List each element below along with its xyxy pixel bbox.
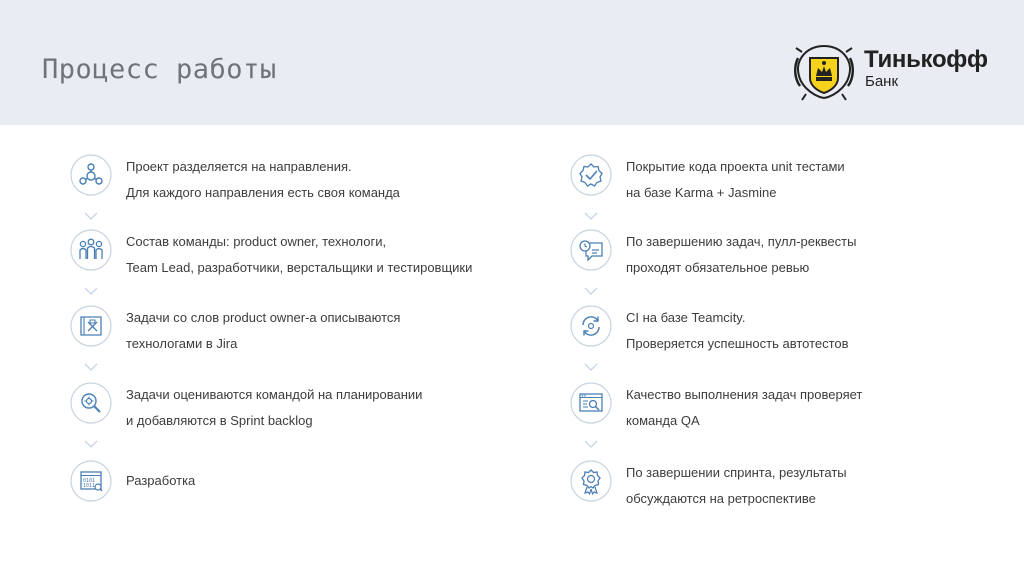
list-item bbox=[570, 305, 990, 355]
check-badge-icon bbox=[570, 154, 612, 196]
chevron-down-icon bbox=[583, 286, 599, 296]
item-line: на базе Karma + Jasmine bbox=[626, 185, 777, 200]
clock-chat-icon bbox=[570, 229, 612, 271]
item-line: Для каждого направления есть своя команда bbox=[126, 185, 400, 200]
svg-text:0101: 0101 bbox=[83, 478, 96, 484]
item-line: Team Lead, разработчики, верстальщики и тестировщики bbox=[126, 260, 473, 275]
list-item bbox=[70, 460, 490, 510]
list-item bbox=[570, 382, 990, 432]
logo-name: Тинькофф bbox=[864, 46, 988, 73]
item-line: обсуждаются на ретроспективе bbox=[626, 491, 816, 506]
chevron-down-icon bbox=[83, 439, 99, 449]
svg-text:1011: 1011 bbox=[83, 483, 96, 489]
item-line: и добавляются в Sprint backlog bbox=[126, 413, 313, 428]
people-group-icon bbox=[70, 229, 112, 271]
page-title: Процесс работы bbox=[42, 54, 277, 85]
item-line: Проект разделяется на направления. bbox=[126, 159, 352, 174]
item-line: Состав команды: product owner, технологи, bbox=[126, 234, 387, 249]
item-line: Задачи оцениваются командой на планировании bbox=[126, 387, 423, 402]
chevron-down-icon bbox=[83, 211, 99, 221]
item-line: технологами в Jira bbox=[126, 336, 238, 351]
bank-emblem-icon bbox=[792, 40, 856, 102]
list-item bbox=[570, 229, 990, 279]
item-line: Качество выполнения задач проверяет bbox=[626, 387, 863, 402]
chevron-down-icon bbox=[83, 362, 99, 372]
chevron-down-icon bbox=[83, 286, 99, 296]
item-line: проходят обязательное ревью bbox=[626, 260, 810, 275]
item-line: Разработка bbox=[126, 473, 196, 488]
search-gear-icon bbox=[70, 382, 112, 424]
browser-search-icon bbox=[570, 382, 612, 424]
item-line: По завершении спринта, результаты bbox=[626, 465, 847, 480]
list-item bbox=[570, 154, 990, 204]
chevron-down-icon bbox=[583, 211, 599, 221]
list-item bbox=[70, 305, 490, 355]
team-structure-icon bbox=[70, 154, 112, 196]
chevron-down-icon bbox=[583, 362, 599, 372]
item-line: CI на базе Teamcity. bbox=[626, 310, 746, 325]
list-item bbox=[70, 229, 490, 279]
item-line: По завершению задач, пулл-реквесты bbox=[626, 234, 857, 249]
item-line: Покрытие кода проекта unit тестами bbox=[626, 159, 845, 174]
award-icon bbox=[570, 460, 612, 502]
blueprint-icon bbox=[70, 305, 112, 347]
logo-subtitle: Банк bbox=[865, 73, 899, 90]
list-item bbox=[70, 154, 490, 204]
item-line: Задачи со слов product owner-а описываются bbox=[126, 310, 401, 325]
item-line: команда QA bbox=[626, 413, 700, 428]
header-band bbox=[0, 0, 1024, 125]
chevron-down-icon bbox=[583, 439, 599, 449]
list-item bbox=[570, 460, 990, 510]
sync-cycle-icon bbox=[570, 305, 612, 347]
item-line: Проверяется успешность автотестов bbox=[626, 336, 849, 351]
tinkoff-logo bbox=[792, 40, 992, 100]
binary-code-icon bbox=[70, 460, 112, 502]
list-item bbox=[70, 382, 490, 432]
